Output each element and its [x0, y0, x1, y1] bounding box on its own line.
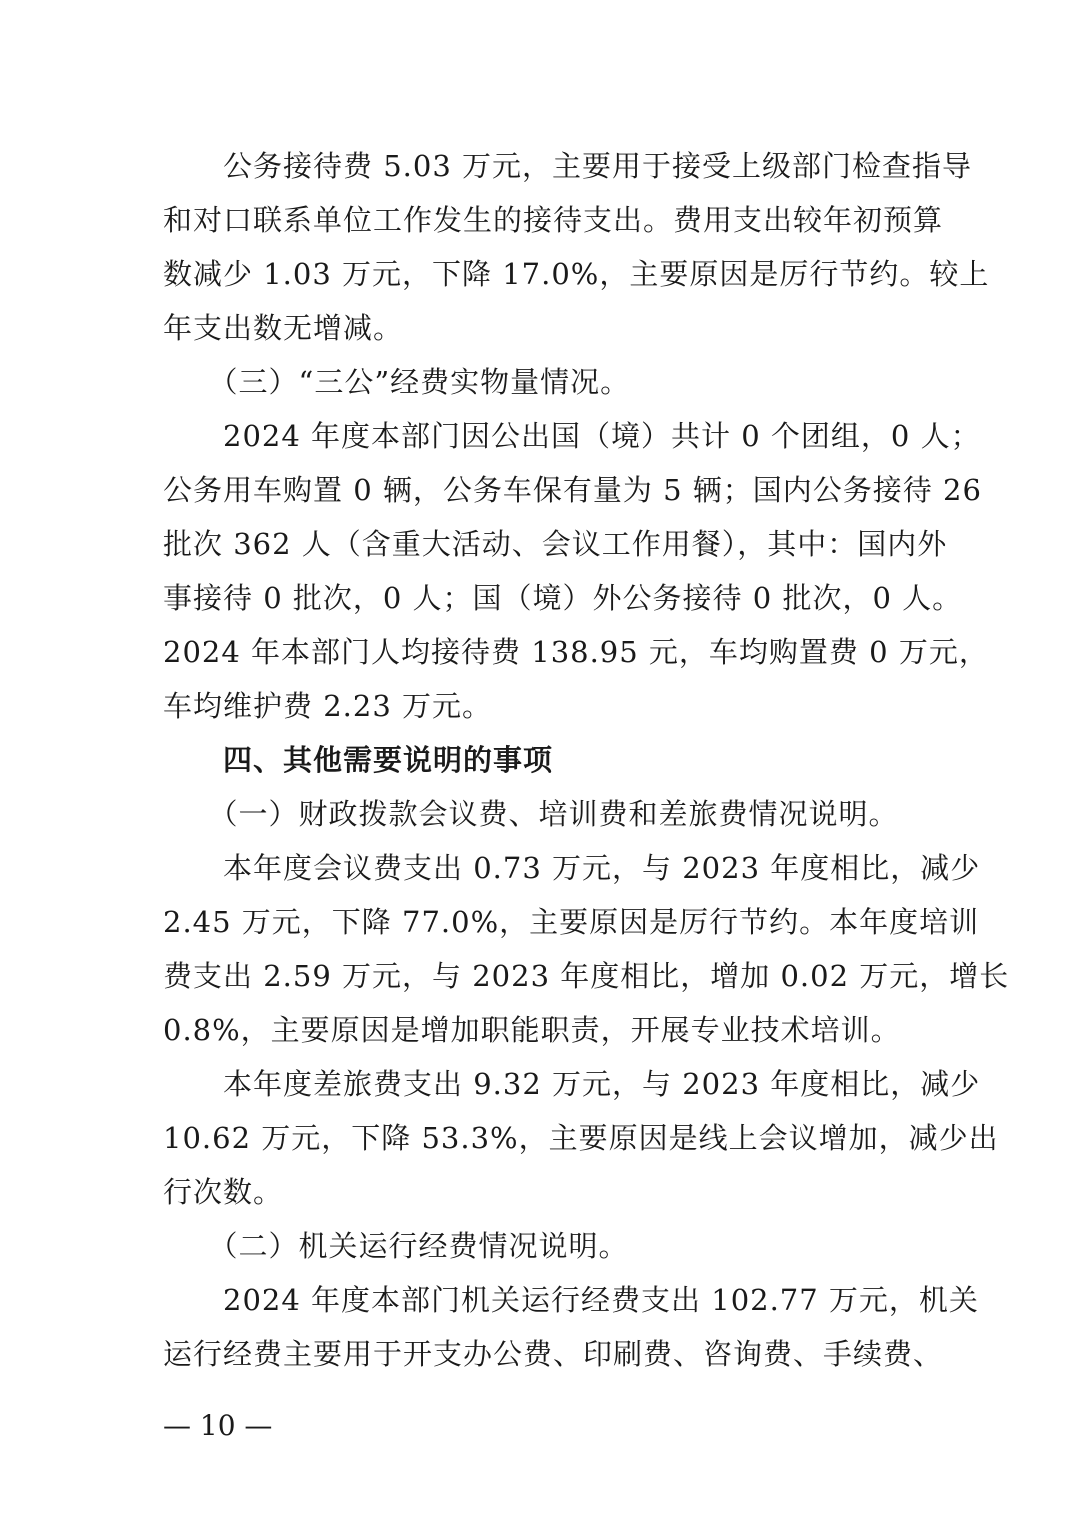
text-line: 和对口联系单位工作发生的接待支出。费用支出较年初预算 — [163, 203, 944, 237]
text-line: 行次数。 — [163, 1175, 284, 1209]
text-line: 数减少 1.03 万元，下降 17.0%，主要原因是厉行节约。较上 — [163, 257, 990, 291]
subsection-heading: （一）财政拨款会议费、培训费和差旅费情况说明。 — [163, 797, 899, 831]
text-line: 年支出数无增减。 — [163, 311, 404, 345]
text-line: 本年度差旅费支出 9.32 万元，与 2023 年度相比，减少 — [163, 1067, 981, 1101]
text-line: 运行经费主要用于开支办公费、印刷费、咨询费、手续费、 — [163, 1337, 944, 1371]
text-line: 车均维护费 2.23 万元。 — [163, 689, 493, 723]
page-number: — 10 — — [163, 1409, 273, 1442]
text-line: 10.62 万元，下降 53.3%，主要原因是线上会议增加，减少出 — [163, 1121, 999, 1155]
text-line: 公务用车购置 0 辆，公务车保有量为 5 辆；国内公务接待 26 — [163, 473, 982, 507]
text-line: 费支出 2.59 万元，与 2023 年度相比，增加 0.02 万元，增长 — [163, 959, 1010, 993]
section-heading: 四、其他需要说明的事项 — [163, 743, 554, 777]
text-line: 2024 年度本部门机关运行经费支出 102.77 万元，机关 — [163, 1283, 979, 1317]
text-line: 本年度会议费支出 0.73 万元，与 2023 年度相比，减少 — [163, 851, 981, 885]
text-line: 批次 362 人（含重大活动、会议工作用餐），其中：国内外 — [163, 527, 948, 561]
subsection-heading: （二）机关运行经费情况说明。 — [163, 1229, 629, 1263]
text-line: 2024 年度本部门因公出国（境）共计 0 个团组，0 人； — [163, 419, 981, 453]
text-line: 2.45 万元，下降 77.0%，主要原因是厉行节约。本年度培训 — [163, 905, 980, 939]
text-line: 公务接待费 5.03 万元，主要用于接受上级部门检查指导 — [163, 149, 973, 183]
text-line: 2024 年本部门人均接待费 138.95 元，车均购置费 0 万元， — [163, 635, 989, 669]
text-line: 0.8%，主要原因是增加职能职责，开展专业技术培训。 — [163, 1013, 901, 1047]
text-line: 事接待 0 批次，0 人；国（境）外公务接待 0 批次，0 人。 — [163, 581, 963, 615]
subsection-heading: （三）“三公”经费实物量情况。 — [163, 365, 631, 399]
